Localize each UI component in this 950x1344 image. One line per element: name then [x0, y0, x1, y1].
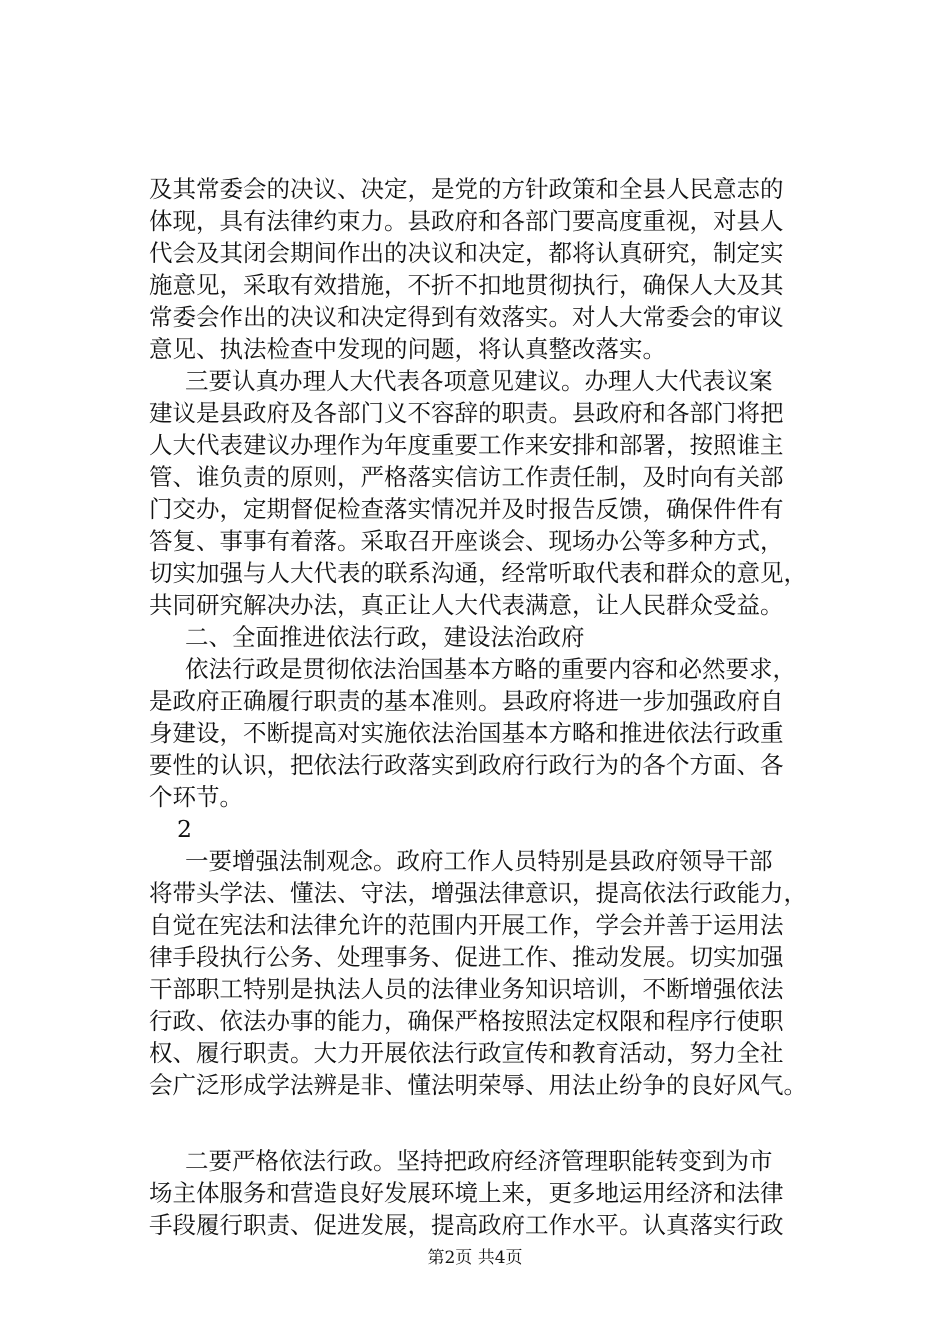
text-line: 律手段执行公务、处理事务、促进工作、推动发展。切实加强: [149, 943, 784, 971]
inline-page-number: 2: [177, 815, 192, 843]
paragraph-gap: [149, 1101, 839, 1145]
text-line: 常委会作出的决议和决定得到有效落实。对人大常委会的审议: [149, 303, 784, 331]
text-line: 管、谁负责的原则，严格落实信访工作责任制，及时向有关部: [149, 463, 784, 491]
page-footer: 第2页 共4页: [427, 1248, 523, 1268]
text-line: 要性的认识，把依法行政落实到政府行政行为的各个方面、各: [149, 751, 784, 779]
text-line: 代会及其闭会期间作出的决议和决定，都将认真研究，制定实: [149, 239, 784, 267]
text-line: 人大代表建议办理作为年度重要工作来安排和部署，按照谁主: [149, 431, 784, 459]
text-line: 将带头学法、懂法、守法，增强法律意识，提高依法行政能力，: [149, 879, 807, 907]
paragraph-first-line: 三要认真办理人大代表各项意见建议。办理人大代表议案: [185, 367, 773, 395]
text-line: 及其常委会的决议、决定，是党的方针政策和全县人民意志的: [149, 175, 784, 203]
text-line: 共同研究解决办法，真正让人大代表满意，让人民群众受益。: [149, 591, 784, 619]
paragraph-first-line: 二要严格依法行政。坚持把政府经济管理职能转变到为市: [185, 1147, 773, 1175]
text-line: 施意见，采取有效措施，不折不扣地贯彻执行，确保人大及其: [149, 271, 784, 299]
document-body: [149, 173, 839, 1241]
text-line: 意见、执法检查中发现的问题，将认真整改落实。: [149, 335, 666, 363]
text-line: 行政、依法办事的能力，确保严格按照法定权限和程序行使职: [149, 1007, 784, 1035]
text-line: 干部职工特别是执法人员的法律业务知识培训，不断增强依法: [149, 975, 784, 1003]
text-line: 切实加强与人大代表的联系沟通，经常听取代表和群众的意见，: [149, 559, 807, 587]
text-line: 体现，具有法律约束力。县政府和各部门要高度重视，对县人: [149, 207, 784, 235]
text-line: 身建设，不断提高对实施依法治国基本方略和推进依法行政重: [149, 719, 784, 747]
text-line: 个环节。: [149, 783, 243, 811]
text-line: 手段履行职责、促进发展，提高政府工作水平。认真落实行政: [149, 1211, 784, 1239]
text-line: 答复、事事有着落。采取召开座谈会、现场办公等多种方式，: [149, 527, 784, 555]
text-line: 建议是县政府及各部门义不容辞的职责。县政府和各部门将把: [149, 399, 784, 427]
text-line: 自觉在宪法和法律允许的范围内开展工作，学会并善于运用法: [149, 911, 784, 939]
text-line: 权、履行职责。大力开展依法行政宣传和教育活动，努力全社: [149, 1039, 784, 1067]
text-line: 门交办，定期督促检查落实情况并及时报告反馈，确保件件有: [149, 495, 784, 523]
paragraph-first-line: 依法行政是贯彻依法治国基本方略的重要内容和必然要求，: [185, 655, 796, 683]
text-line: 会广泛形成学法辨是非、懂法明荣辱、用法止纷争的良好风气。: [149, 1071, 807, 1099]
section-heading: 二、全面推进依法行政，建设法治政府: [185, 623, 585, 651]
paragraph-first-line: 一要增强法制观念。政府工作人员特别是县政府领导干部: [185, 847, 773, 875]
text-line: 场主体服务和营造良好发展环境上来，更多地运用经济和法律: [149, 1179, 784, 1207]
text-line: 是政府正确履行职责的基本准则。县政府将进一步加强政府自: [149, 687, 784, 715]
